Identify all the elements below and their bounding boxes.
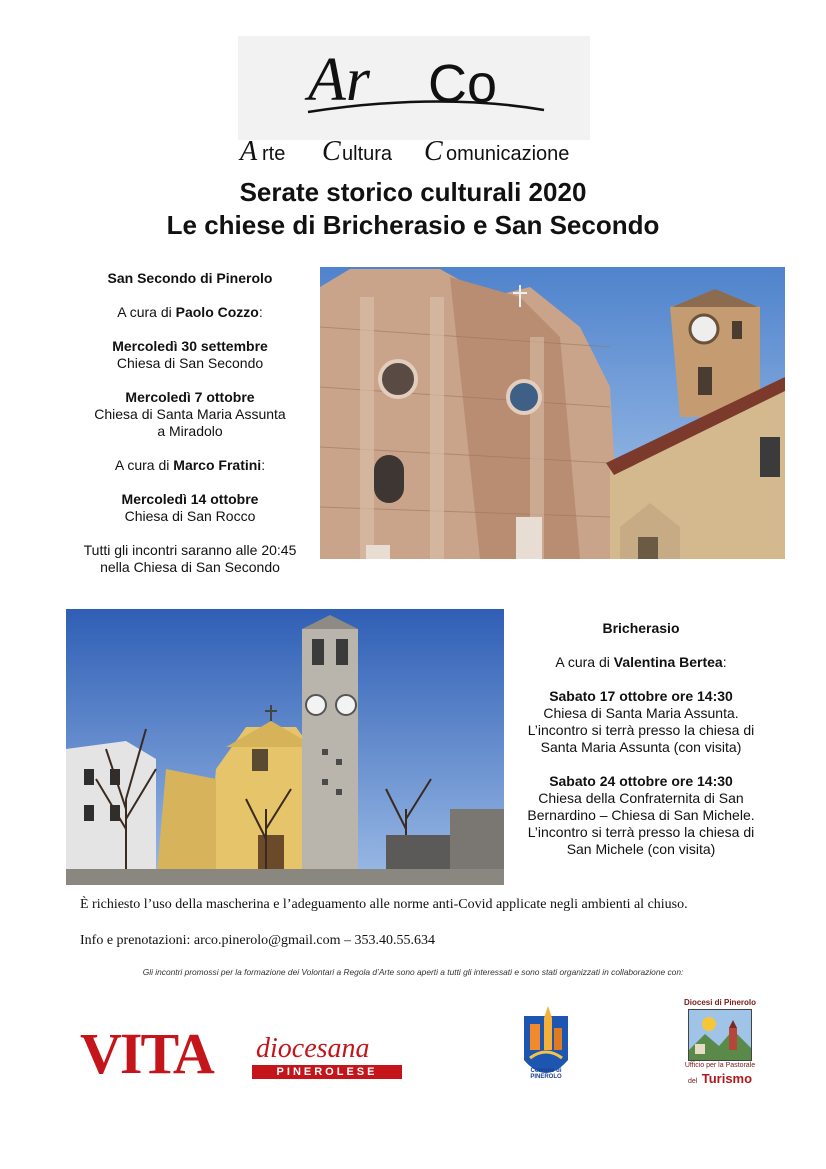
diocesi-ufficio-2: del: [687, 1078, 698, 1085]
diocesi-ufficio-row: [680, 1070, 760, 1088]
contact-info: Info e prenotazioni: arco.pinerolo@gmail.com – 353.40.55.634: [80, 933, 436, 948]
closing-line-2: nella Chiesa di San Secondo: [100, 559, 280, 575]
vita-diocesana-logo: [80, 1022, 402, 1084]
bricherasio-event-date-2: Sabato 24 ottobre ore 14:30: [549, 773, 733, 789]
logo-mark-a: Ar: [308, 46, 370, 114]
bricherasio-event-1-line-2: L’incontro si terrà presso la chiesa di: [527, 722, 755, 738]
bricherasio-curator-line: A cura di Valentina Bertea:: [555, 654, 727, 670]
bricherasio-event-2-line-3: L’incontro si terrà presso la chiesa di: [527, 824, 755, 840]
closing-line-1: Tutti gli incontri saranno alle 20:45: [83, 542, 297, 558]
arco-logo: [238, 36, 590, 166]
bricherasio-event-1-line-1: Chiesa di Santa Maria Assunta.: [543, 705, 739, 721]
vita-diocesana-word: diocesana: [256, 1033, 370, 1064]
curator-line-2: A cura di Marco Fratini:: [114, 457, 266, 473]
vita-word: VITA: [80, 1021, 213, 1086]
church-photo-bricherasio: [66, 609, 504, 885]
diocesi-pinerolo-logo: [680, 998, 760, 1090]
bricherasio-event-2-line-2: Bernardino – Chiesa di San Michele.: [527, 807, 755, 823]
bricherasio-event-2-line-4: San Michele (con visita): [566, 841, 716, 857]
event-date-2: Mercoledì 7 ottobre: [125, 389, 255, 405]
logo-tag-a-rest: rte: [262, 143, 286, 165]
page-title: [0, 176, 826, 242]
collaboration-note: Gli incontri promossi per la formazione dei Volontari a Regola d’Arte sono aperti a tutti gli interessati e sono stati organizzati in collaborazione con:: [142, 967, 684, 977]
diocesi-title: Diocesi di Pinerolo: [683, 998, 756, 1007]
bricherasio-curator-name: Valentina Bertea: [613, 654, 723, 670]
curator-name-1: Paolo Cozzo: [175, 304, 259, 320]
diocesi-turismo: Turismo: [701, 1071, 753, 1086]
bricherasio-event-2-line-1: Chiesa della Confraternita di San: [538, 790, 744, 806]
bricherasio-heading: Bricherasio: [602, 620, 680, 636]
vita-pinerolese-band: PINEROLESE: [252, 1065, 402, 1079]
curator-name-2: Marco Fratini: [173, 457, 262, 473]
church-photo-san-secondo: [320, 267, 785, 559]
diocesi-ufficio-1: Ufficio per la Pastorale: [684, 1062, 756, 1069]
event-place-2b: a Miradolo: [157, 423, 223, 439]
title-line-1: Serate storico culturali 2020: [239, 177, 587, 207]
bricherasio-event-date-1: Sabato 17 ottobre ore 14:30: [549, 688, 733, 704]
covid-note: È richiesto l’uso della mascherina e l’adeguamento alle norme anti-Covid applicate negli ambienti al chiuso.: [80, 897, 688, 912]
event-place-3: Chiesa di San Rocco: [124, 508, 256, 524]
logo-tag-c-initial: C: [322, 136, 341, 166]
logo-tag-a-initial: A: [240, 136, 258, 166]
curator-line-1: A cura di Paolo Cozzo:: [117, 304, 263, 320]
logo-tag-c-rest: ultura: [342, 143, 393, 165]
diocesi-emblem: [688, 1009, 752, 1061]
pinerolo-label: Comune di PINEROLO: [530, 1068, 562, 1080]
logo-mark-b: Co: [428, 54, 498, 114]
event-date-3: Mercoledì 14 ottobre: [121, 491, 259, 507]
bricherasio-event-1-line-3: Santa Maria Assunta (con visita): [540, 739, 742, 755]
logo-tag-co-initial: C: [424, 136, 443, 166]
san-secondo-section: [76, 270, 304, 576]
san-secondo-heading: San Secondo di Pinerolo: [107, 270, 273, 286]
logo-tag-co-rest: omunicazione: [446, 143, 570, 165]
event-place-2a: Chiesa di Santa Maria Assunta: [94, 406, 286, 422]
event-place-1: Chiesa di San Secondo: [116, 355, 264, 371]
comune-pinerolo-logo: [520, 1002, 572, 1086]
event-date-1: Mercoledì 30 settembre: [112, 338, 268, 354]
title-line-2: Le chiese di Bricherasio e San Secondo: [166, 210, 660, 240]
bricherasio-section: [510, 620, 772, 858]
